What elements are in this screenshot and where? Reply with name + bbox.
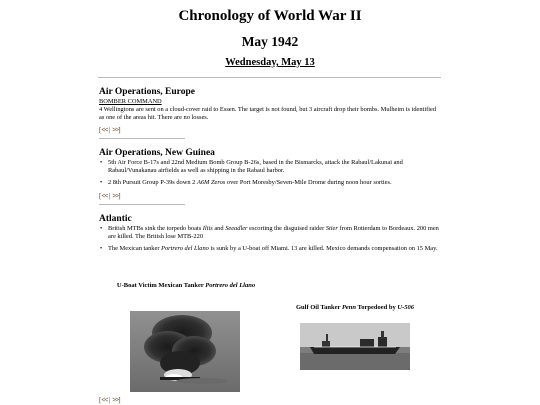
- prev-arrow-icon[interactable]: <<: [101, 192, 108, 200]
- section-nav: [99, 192, 121, 201]
- list-item: [99, 179, 441, 187]
- list-item: [99, 225, 441, 241]
- caption-text-italic: Penn: [341, 304, 357, 311]
- caption-text-italic: Portrero del Llano: [205, 282, 256, 289]
- section-title: Air Operations, New Guinea: [99, 148, 215, 158]
- event-list: [99, 225, 441, 253]
- penn-tanker-image: [300, 323, 410, 370]
- page-date-heading: Wednesday, May 13: [225, 57, 315, 68]
- top-divider: [98, 77, 441, 78]
- section-text: 4 Wellingtons are sent on a cloud-cover raid to Essen. The target is not found, but 3 aircraft drop their bombs. Mulheim is identified as one of the areas hit. There are no losses.: [99, 106, 437, 121]
- next-arrow-icon[interactable]: >>: [112, 126, 119, 134]
- nav-bracket: ]: [118, 192, 121, 200]
- list-item: [99, 245, 441, 253]
- nav-separator: |: [109, 126, 111, 134]
- section-nav: [99, 126, 121, 135]
- prev-arrow-icon[interactable]: <<: [101, 396, 108, 404]
- nav-bracket: [: [99, 192, 102, 200]
- item-text-italic: A6M Zeros: [196, 179, 226, 186]
- nav-bracket: [: [99, 126, 102, 134]
- item-text-italic: Iltis: [202, 225, 213, 232]
- nav-bracket: ]: [118, 396, 121, 404]
- caption-text: U-Boat Victim Mexican Tanker: [116, 282, 206, 289]
- section-divider: [99, 204, 185, 205]
- page-title: Chronology of World War II: [178, 8, 362, 24]
- caption-text: Torpedoed by: [356, 304, 398, 311]
- caption-text-italic: U-506: [397, 304, 415, 311]
- list-item: • 5th Air Force B-17s and 22nd Medium Bomb Group B-26s, based in the Bismarcks, attack the Rabaul/Lakunai and Rabaul/Vunakanau airfields as well as shipping in the Rabaul harbor.: [99, 159, 441, 175]
- photo-caption: [276, 303, 434, 312]
- section-title: Atlantic: [99, 214, 132, 224]
- section-atlantic: [99, 214, 441, 257]
- section-air-ops-europe: [99, 87, 441, 122]
- next-arrow-icon[interactable]: >>: [112, 192, 119, 200]
- nav-bracket: [: [99, 396, 102, 404]
- next-arrow-icon[interactable]: >>: [112, 396, 119, 404]
- bomber-command-link[interactable]: BOMBER COMMAND: [99, 98, 162, 105]
- nav-bracket: ]: [118, 126, 121, 134]
- caption-text: Gulf Oil Tanker: [295, 304, 342, 311]
- item-text-italic: Portrero del Llano: [161, 245, 209, 252]
- item-text: The Mexican tanker: [108, 245, 162, 252]
- item-text: from Rotterdam to Bordeaux. 200 men are killed. The British lose MTB-220: [108, 225, 439, 240]
- item-text-italic: Stier: [325, 225, 338, 232]
- event-list: [99, 159, 441, 187]
- item-text: 2 8th Pursuit Group P-39s down 2: [108, 179, 197, 186]
- item-text: escorting the disguised raider: [247, 225, 326, 232]
- nav-separator: |: [109, 192, 111, 200]
- tanker-photo-burning: [130, 311, 240, 392]
- section-air-ops-new-guinea: [99, 148, 441, 191]
- burning-tanker-image: [130, 311, 240, 392]
- item-text-italic: Seeadler: [225, 225, 248, 232]
- item-text: is sunk by a U-boat off Miami. 13 are killed. Mexico demands compensation on 15 May.: [208, 245, 438, 252]
- item-text: over Port Moresby/Seven-Mile Drome during noon hour sorties.: [225, 179, 392, 186]
- prev-arrow-icon[interactable]: <<: [101, 126, 108, 134]
- page-subtitle: May 1942: [241, 34, 299, 49]
- tanker-photo-penn: [300, 323, 410, 370]
- nav-separator: |: [109, 396, 111, 404]
- item-text: British MTBs sink the torpedo boats: [108, 225, 203, 232]
- photo-caption: [105, 281, 267, 290]
- section-divider: [99, 138, 185, 139]
- section-title: Air Operations, Europe: [99, 87, 195, 97]
- page-nav: [99, 396, 121, 405]
- item-text: and: [212, 225, 226, 232]
